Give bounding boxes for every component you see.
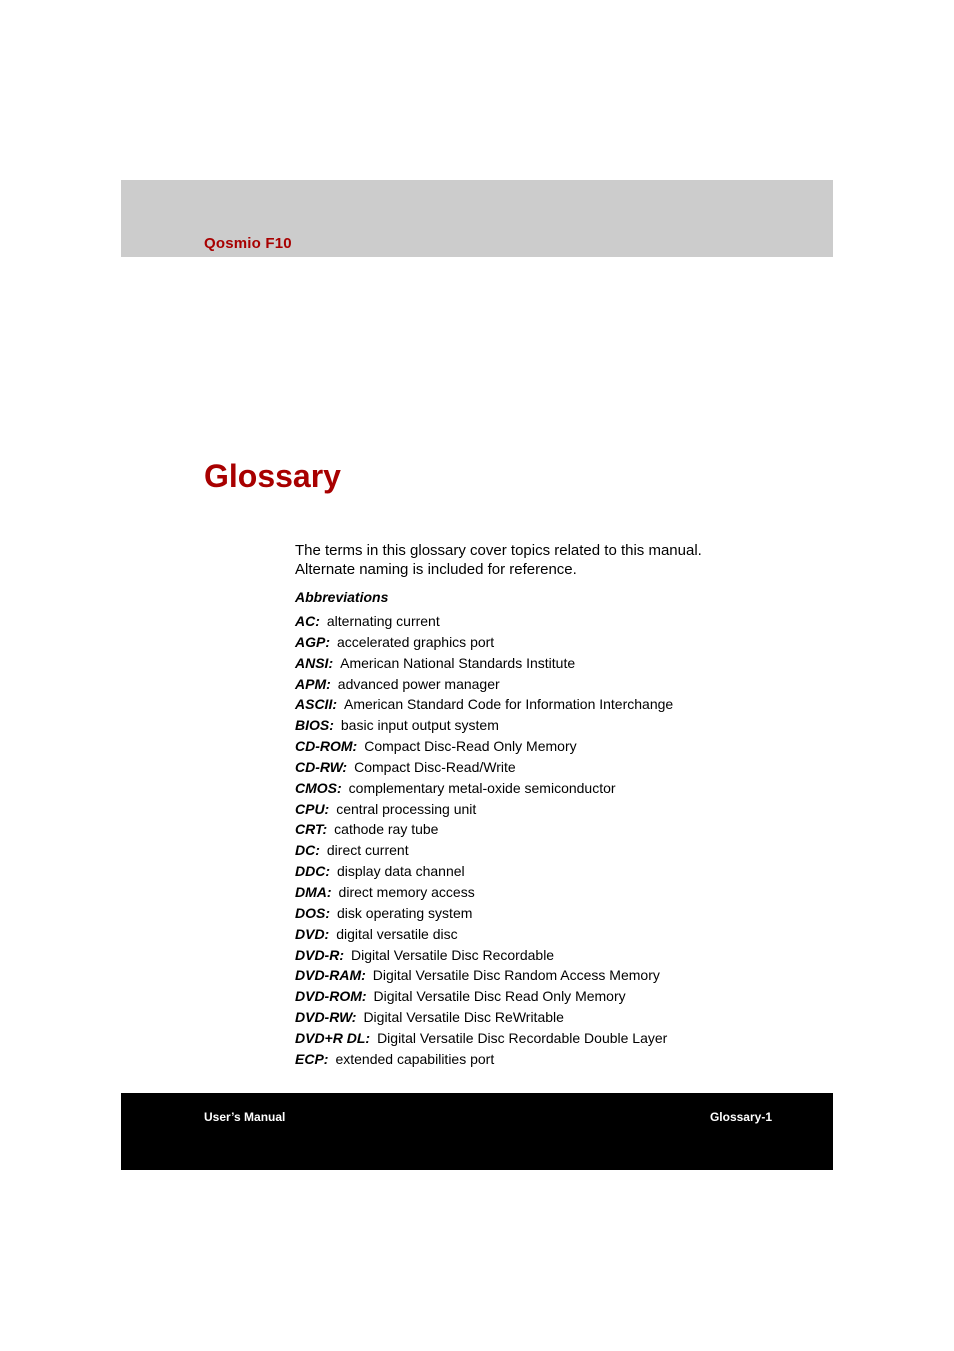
glossary-entry [295,1049,775,1070]
glossary-entry [295,819,775,840]
glossary-term: APM: [295,675,331,692]
glossary-entry [295,861,775,882]
glossary-definition: accelerated graphics port [337,633,495,650]
glossary-term: DC: [295,842,320,859]
footer-page-number: Glossary-1 [709,1110,772,1124]
glossary-term: DVD: [295,925,330,942]
section-heading-abbreviations: Abbreviations [295,589,389,605]
glossary-term: AC: [295,613,320,629]
glossary-definition: Digital Versatile Disc Recordable Double Layer [377,1029,668,1046]
glossary-entry [295,674,775,695]
glossary-definition: alternating current [326,613,440,629]
glossary-entry [295,694,775,715]
glossary-term: DVD-RAM: [295,967,366,984]
intro-paragraph [295,541,775,579]
glossary-definition: cathode ray tube [334,821,439,838]
product-name: Qosmio F10 [204,235,292,252]
glossary-definition: Compact Disc-Read Only Memory [364,738,577,755]
glossary-entry [295,986,775,1007]
glossary-entry [295,1028,775,1049]
glossary-entry [295,715,775,736]
glossary-term: CMOS: [295,779,342,796]
glossary-term: CD-ROM: [295,738,358,755]
abbreviation-list [295,611,775,1070]
glossary-definition: central processing unit [336,800,477,817]
glossary-entry [295,757,775,778]
glossary-term: BIOS: [295,717,334,734]
glossary-definition: American National Standards Institute [340,654,576,671]
glossary-entry [295,611,775,632]
glossary-definition: Digital Versatile Disc ReWritable [363,1009,564,1026]
glossary-entry [295,840,775,861]
glossary-entry [295,632,775,653]
glossary-term: DVD-ROM: [295,988,367,1005]
glossary-entry [295,882,775,903]
glossary-term: DDC: [295,863,330,880]
glossary-entry [295,903,775,924]
glossary-term: AGP: [295,633,330,650]
glossary-term: DVD-RW: [295,1009,357,1026]
footer-band [121,1093,833,1170]
glossary-entry [295,924,775,945]
glossary-definition: disk operating system [337,904,473,921]
glossary-entry [295,778,775,799]
glossary-entry [295,1007,775,1028]
glossary-definition: extended capabilities port [335,1050,495,1067]
glossary-term: CRT: [295,821,328,838]
glossary-term: CPU: [295,800,330,817]
glossary-definition: direct memory access [338,883,475,900]
header-band [121,180,833,257]
glossary-term: CD-RW: [295,758,348,775]
footer-manual-label: User’s Manual [204,1110,286,1124]
glossary-entry [295,799,775,820]
glossary-definition: digital versatile disc [336,925,458,942]
intro-line-1: The terms in this glossary cover topics related to this manual. [295,542,702,559]
glossary-term: DVD+R DL: [295,1029,371,1046]
glossary-definition: basic input output system [340,717,499,734]
glossary-term: ASCII: [295,696,337,713]
glossary-definition: display data channel [337,863,465,880]
glossary-term: DVD-R: [295,946,344,963]
glossary-term: DOS: [295,904,330,921]
glossary-definition: Compact Disc-Read/Write [354,758,516,775]
glossary-definition: complementary metal-oxide semiconductor [348,779,616,796]
glossary-entry [295,945,775,966]
glossary-definition: Digital Versatile Disc Read Only Memory [373,988,626,1005]
glossary-term: DMA: [295,883,332,900]
intro-line-2: Alternate naming is included for reference. [295,561,577,578]
glossary-definition: Digital Versatile Disc Recordable [351,946,555,963]
glossary-entry [295,736,775,757]
page-title: Glossary [204,458,341,494]
glossary-term: ANSI: [295,654,334,671]
glossary-entry [295,965,775,986]
glossary-definition: Digital Versatile Disc Random Access Memory [372,967,660,984]
glossary-definition: advanced power manager [337,675,500,692]
glossary-definition: American Standard Code for Information Interchange [344,696,674,713]
glossary-entry [295,653,775,674]
glossary-definition: direct current [326,842,409,859]
glossary-term: ECP: [295,1050,329,1067]
